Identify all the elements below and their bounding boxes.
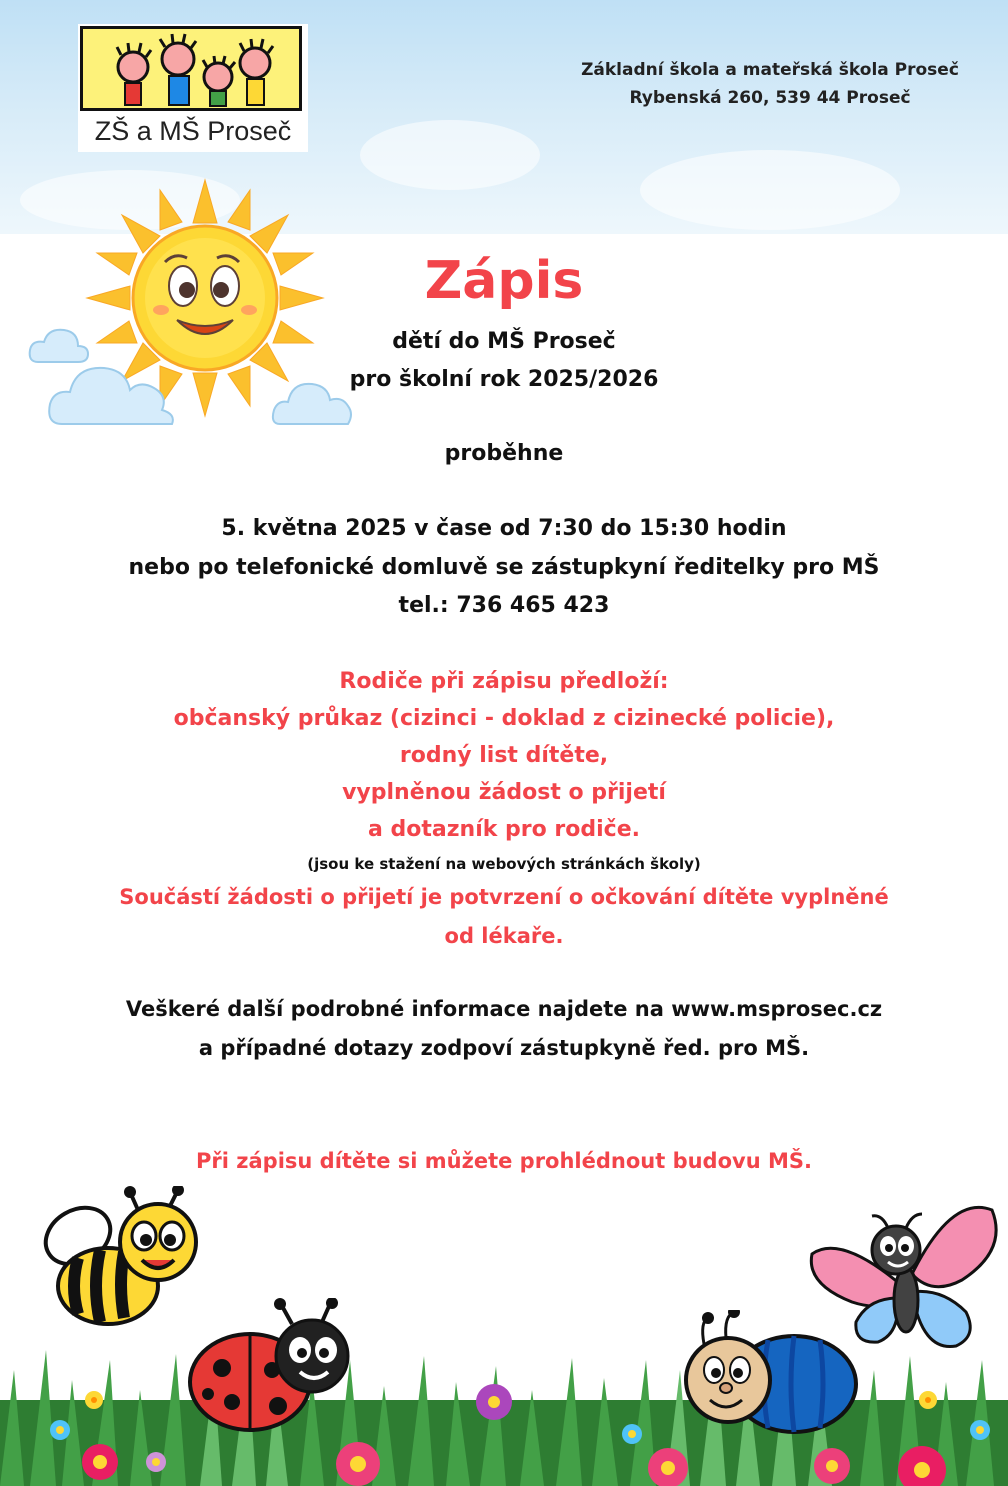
event-alternative: nebo po telefonické domluvě se zástupkyní ředitelky pro MŠ (128, 555, 880, 580)
download-note: (jsou ke stažení na webových stránkách školy) (307, 855, 701, 873)
page-title: Zápis (424, 251, 584, 311)
vaccination-note-line-2: od lékaře. (444, 924, 564, 948)
logo-children-illustration (80, 26, 302, 111)
documents-heading: Rodiče při zápisu předloží: (339, 669, 669, 694)
vaccination-note-line-1: Součástí žádosti o přijetí je potvrzení o očkování dítěte vyplněné (119, 885, 889, 909)
subtitle-line-1: dětí do MŠ Proseč (392, 329, 616, 354)
school-name: Základní škola a mateřská škola Proseč (581, 60, 959, 80)
school-address: Rybenská 260, 539 44 Proseč (629, 88, 911, 108)
info-line-1: Veškeré další podrobné informace najdete na www.msprosec.cz (125, 997, 883, 1021)
flower-icon (0, 1360, 1008, 1486)
event-intro: proběhne (444, 441, 564, 466)
school-logo (78, 24, 308, 152)
subtitle-line-2: pro školní rok 2025/2026 (349, 367, 659, 392)
bee-icon (38, 1186, 200, 1338)
school-header (520, 56, 1008, 112)
visit-note: Při zápisu dítěte si můžete prohlédnout budovu MŠ. (196, 1149, 812, 1173)
documents-item: a dotazník pro rodiče. (368, 817, 640, 842)
documents-item: občanský průkaz (cizinci - doklad z cizinecké policie), (173, 706, 835, 731)
event-date-time: 5. května 2025 v čase od 7:30 do 15:30 hodin (221, 516, 787, 541)
logo-text: ZŠ a MŠ Proseč (94, 116, 292, 146)
documents-item: vyplněnou žádost o přijetí (342, 780, 666, 805)
documents-item: rodný list dítěte, (399, 743, 609, 768)
info-line-2: a případné dotazy zodpoví zástupkyně řed. pro MŠ. (198, 1036, 810, 1060)
event-phone: tel.: 736 465 423 (398, 593, 610, 618)
